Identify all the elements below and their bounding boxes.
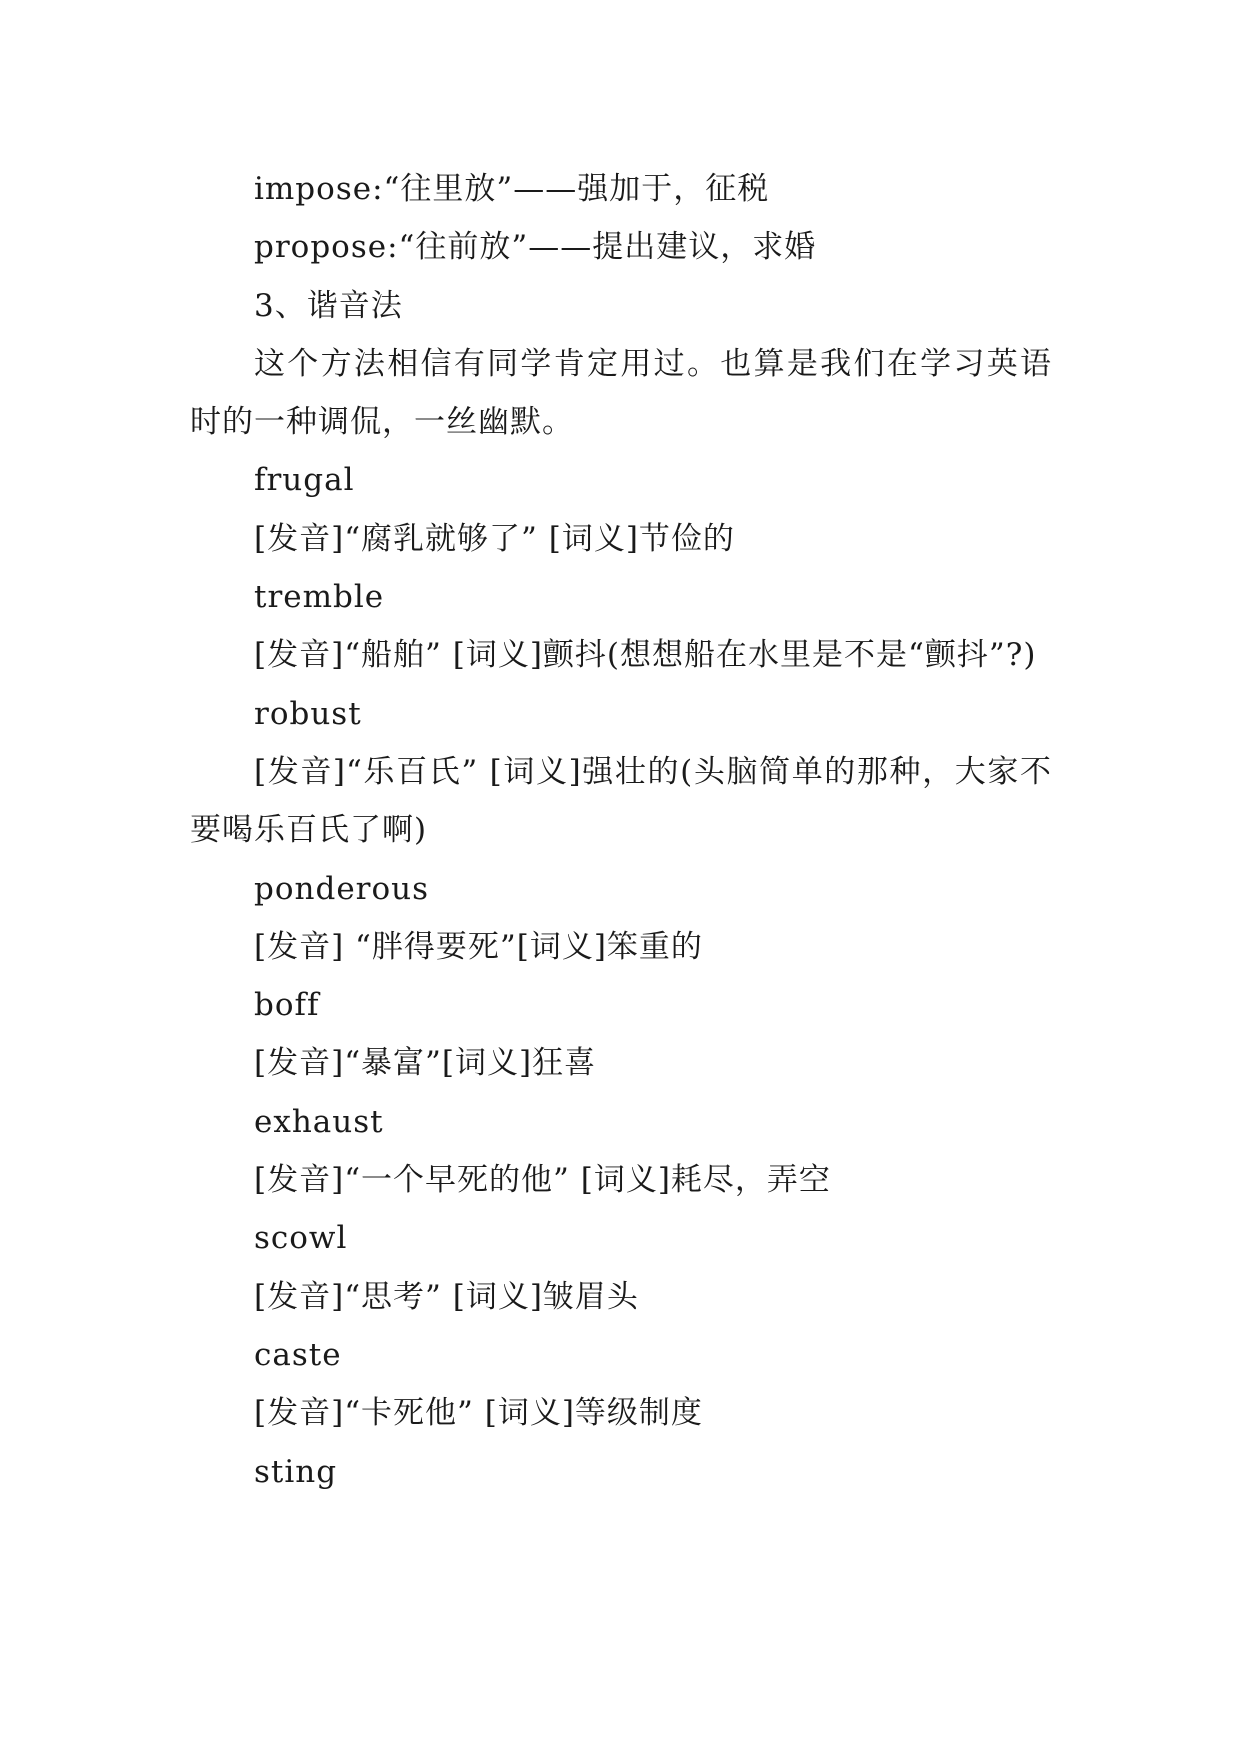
paragraph-intro: 这个方法相信有同学肯定用过。也算是我们在学习英语时的一种调侃，一丝幽默。 [190,345,1052,441]
definition-scowl: [发音]“思考” [词义]皱眉头 [254,1278,639,1315]
definition-ponderous: [发音] “胖得要死”[词义]笨重的 [254,928,703,965]
document-body [190,160,1052,1501]
definition-frugal: [发音]“腐乳就够了” [词义]节俭的 [254,520,735,557]
word-ponderous: ponderous [254,870,430,907]
section-heading-homophone-method: 3、谐音法 [254,287,403,324]
definition-tremble: [发音]“船舶” [词义]颤抖(想想船在水里是不是“颤抖”?) [254,637,1037,674]
word-exhaust: exhaust [254,1103,384,1140]
paragraph-impose: impose:“往里放”——强加于，征税 [254,171,770,207]
word-sting: sting [254,1453,338,1490]
word-robust: robust [254,695,362,732]
word-scowl: scowl [254,1220,348,1257]
paragraph-propose: propose:“往前放”——提出建议，求婚 [254,229,817,266]
definition-boff: [发音]“暴富”[词义]狂喜 [254,1045,597,1082]
definition-exhaust: [发音]“一个早死的他” [词义]耗尽，弄空 [254,1162,831,1199]
word-frugal: frugal [254,462,355,499]
word-boff: boff [254,987,320,1024]
definition-caste: [发音]“卡死他” [词义]等级制度 [254,1395,703,1432]
word-caste: caste [254,1336,342,1373]
word-tremble: tremble [254,579,385,616]
definition-robust: [发音]“乐百氏” [词义]强壮的(头脑简单的那种，大家不要喝乐百氏了啊) [190,753,1052,849]
